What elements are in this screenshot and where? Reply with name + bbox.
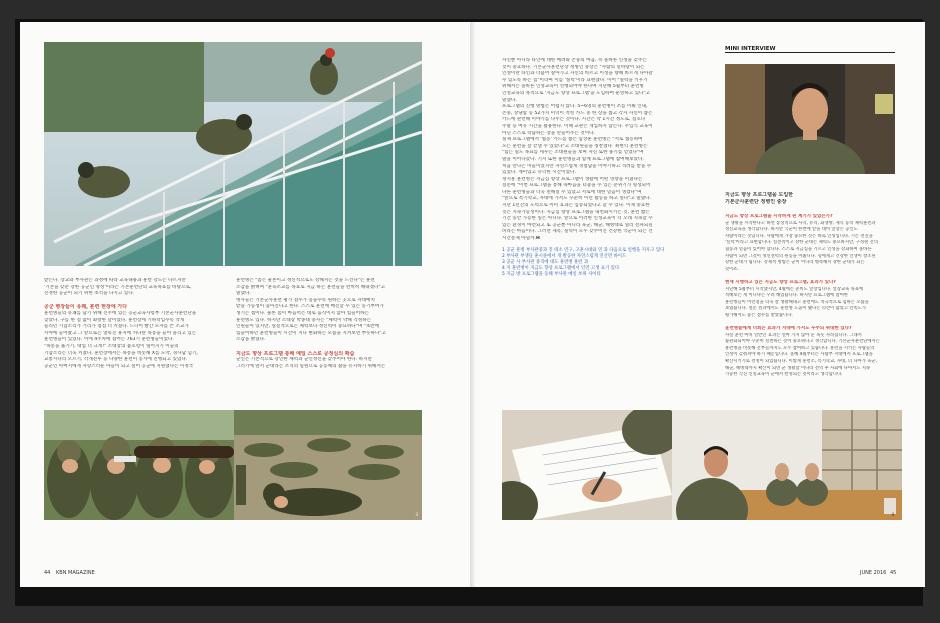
photo-number-4: 4 (891, 512, 894, 517)
bottom-photo-writing (502, 410, 672, 520)
discussion-image (672, 410, 902, 520)
bottom-photo-discussion (672, 410, 902, 520)
right-page (475, 22, 925, 587)
interviewee-title: 지금도 향상 프로그램을 도입한 (725, 192, 794, 198)
right-page-number: 45 (890, 570, 897, 576)
interviewee-caption (725, 192, 895, 205)
ladder-training-image (44, 42, 422, 266)
portrait-image (725, 64, 895, 174)
interviewee-name: 기본군사훈련단 정병인 중장 (725, 198, 787, 205)
caption-1: 1 공군 훈병 부사관중과 진 테소 연구, 고훈시대와 연 과 다음으로 일행을 지우고 있다 (502, 248, 665, 253)
interview-body: 지금도 향상 프로그램을 시작하게 된 계기가 있었는가? 군 생활을 시작한다고 하면 통상적으로 사격, 유격, 화생방, 제식 등의 체력훈련과 정신교육을 생각합니다. 하지만 국군이 한번에 앞을 대비 앞장은 공인도 사람이라는 것입니다. 사람에게 가장 중요한 것은 바로 인성입니다. 기는 전진을 '실력'이라고 표현합니다. 실전적이고 강한 군대는 체력도 중요하지만, 구성원 간의 협동과 믿음이 있어야 합니다. 스스로 지금심을 기르고 인성을 강화하여 올바른 사람이 되면 그것이 정신전력의 원동을 이룹니다. 형에게고 건강한 인생이 창조된 강한 군대가 됩니다. 강제적 방법은 군이 어니라 행복해서 강한 군대가 되는 것이죠. 현재 시행하고 있는 지금도 향상 프로그램, 효과가 있나? 지난해 5월부터 시작했지만, 4월에는 준비도 앞장입니다. 앞장교육 목표에 적해보는 게 이니냐는 우려 해었습니다. 하지만 프로그램에 참여한 훈련병들이 이런점을 더욱 잘 생활해내고 훈련에도 적극적으로 임하는 모습을 보였습니다. 설문 결과에서도 훈련병 도움이 됐다는 의견이 많았고 만족도가 평가해서도 좋은 점수를 받았습니다. 훈련병들에게 너희는 효과가 지대에 가서도 우주되 위대한 있다? 사실 훈련 마치 일반인 효과는 얼마 가지 않아 눈 녹듯 사라집니다. 그래서 습관화되어야 꾸준히 실천하는 것이 중요하다고 생각합니다. 기본군사훈련단에서는 훈련병을 비롯해 간부들까지도 모두 참여하고 있습니다. 훈련을 시키는 사람들의 인성이 갖춰져야 하기 때문입니다. 올해 4월부터는 사람부 지대에서 프로그램을 확산시키기로 결정이 되었습니다. 이렇게 훈련소, 특기학교, 자대, 더 나아가 육군, 해군, 해병대까지 확산이 되면 군 생활할 이나라 전역 후 사회에 나아서도 지속 가능한 각진 인성교육이 군에서 완성되는 것이라고 생각합니다. (725, 214, 897, 379)
interviewee-portrait (725, 64, 895, 174)
col2-heading: 지금도 향상 프로그램 통해 예일 스스로 공정심의 확습 (236, 350, 355, 357)
caption-3: 3 공군 사 부사관 중격에 대도 훈련병 훈련 과 (502, 260, 589, 265)
left-magazine-name: KBN MAGAZINE (56, 570, 95, 576)
right-page-month: JUNE 2016 (860, 570, 887, 576)
caption-5: 5 지금 방 프로그램을 동해 부사관 매일 쏘위 사이티 (502, 272, 601, 277)
question-3: 훈련병들에게 너희는 효과가 지대에 가서도 우주되 위대한 있다? (725, 326, 852, 332)
left-page (20, 22, 475, 587)
caption-2: 2 부사관 부생들 훈시플에서 개 발공한 자연스럽게 연산면 바이드 (502, 254, 627, 259)
writing-image (502, 410, 672, 520)
bottom-photo-crawl-training (234, 410, 422, 520)
body-text-right-column: 자신뿐 아니라 타인에 대한 배려와 존중의 마음, 즉 올바른 인성을 갖추는 것이 중요하다. 기본군사훈련단장 정병인 중장은 "사람의 밑바탕이 되는 인성이란 타인과 더불어 살아가고 자신의 바르고 이성을 향해 바르게 나아갈 수 있도록 하는 힘"이라며 이를 '실력'이라 표현했다. 이어 "실력을 키우기 위해서는 올바른 인성교육이 선행되어야 한다며 지난해 5월부터 훈련병 인성교육의 목적으로 '지금도 향상 프로그램'을 도입하여 운영하고 있다"고 말했다. 프로그램의 진행 방법은 어렵지 않다. 5~6명의 훈련병이 조를 이뤄 인내, 존중, 상냥함 등 52가지 미덕이 적힌 카드 중 한 장을 뽑고 각자 자신이 뽑은 카드에 관련해 이야기를 나누는 것이다. 시간은 약 1시간 정도로, 점호나 주말 등 여유 시간을 활용한다. 이때 교관은 개입하지 않는다. 주입식 교육이 아닌 스스로 학습하는 장을 만들어주는 것이다. 실제 프로그램에서 '협동' 카드를 뽑은 임상훈 훈련병은 "서로 협동하여 모든 훈련을 잘 끝낼 수 있었다"고 소대원들을 칭찬했다. 최현익 훈련병은 "힘든 일도 목표를 세우는 소대원들을 보며 자신 또한 용기를 얻었다"며 말을 이어나갔다. 기지 또한 훈련병들과 함께 프로그램에 참여해보았다. 처음 만나는 이들이었지만 자연스럽게 경험담을 이야기하고 격려를 받을 수 있었다. 재미있고 유익한 시간이었다. 정지훈 훈련병은 지금심 향상 프로그램이 생활에 어떤 영향을 미쳤냐는 질문에 "이번 프로그램을 통해 속마음을 터놓을 수 있는 분위기가 형성되어 다른 훈련병들과 더욱 친해질 수 있었고 서로에 대한 믿음이 생겼다"며 "앞으로 특기학교, 자대에 가서도 꾸준히 이런 활동을 하고 싶다"고 말했다. 지난 1년간의 노력으로 이미 효과는 입증되었다고 할 수 있다. 이제 중요한 것은 지속가능성이다. 지금심 향상 프로그램을 내면화시키는 것, 훈련 짧은 기간 동안 가능한 일은 아니다. 앞으로 이러한 인성교육이 더 오래 지속할 수 있는 환경이 마련되고 또 공군뿐 아니라 육군, 해군, 해병대로 널리 전파되길 바라는 마음이다. 그러면 제복, 실력이 모두 갖추어진 건강한 국군이 되는 건 시간문제 아닐까.H (502, 58, 653, 242)
main-photo-ladder-training (44, 42, 422, 266)
bottom-photo-log-carry (44, 410, 234, 520)
question-2: 현재 시행하고 있는 지금도 향상 프로그램, 효과가 있나? (725, 279, 836, 285)
body-text-column-2: 훈련병은 "몸은 물론이고 정신적으로도 강해지는 것을 느낀다"는 훈련 소감을 밝혀며 "훈육조교를 목표로 지금 하는 훈련들을 완벽히 해내겠다"고 말했다. 병사들은 기본군사훈련 평가 점수가 높을수록 원하는 곳으로 자대배치 받을 가능성이 높아진다고 한다. 스스로 훈련에 매진할 수 있는 동기부여가 생기는 셈이다. 물론 몸이 마음먹은 대로 움직이지 않아 힘들어하는 훈련병도 있다. 하지만 소대장 박종대 중사는 "체력이 약해 걱정하는 인원들이 있지만, 실질적으로는 체력보다 정신력이 중요하다"며 "초반에 힘들어하던 훈련병들이 시간이 지나 변화하는 모습을 지켜보면 뿌듯하다"고 소감을 밝혔다. 지금도 향상 프로그램 통해 예일 스스로 공정심의 확습 군인은 기본적으로 강인한 체력과 군인정신을 갖추어야 한다. 하지만 그러기에 앞서 군대라는 조직의 일원으로 공동체의 삶을 유지하기 위해서는 (236, 278, 422, 370)
log-carry-image (44, 410, 234, 520)
mini-interview-label: MINI INTERVIEW (725, 46, 895, 53)
photo-number-3: 3 (415, 512, 418, 517)
body-text-column-1: 받는다. 장교와 부사관은 과정에 따라 교육내용과 훈련 강도는 다르지만 '기본을 갖춘 강한 공군인 양성'이라는 기본훈련단의 교육목표를 바탕으로, 진정한 공군이 되기 위한 초석을 다지고 있다. 공군 병장들이 유쾌, 훈련 현장에 가다 훈련병들의 유쾌를 담기 위해 진주에 있는 공군교육사령부 기본군사훈련단을 찾았다. 구름 한 점 없이 화창한 날이었다. 훈련장에 기하학입수록 작게 들리던 기합소리가 거리가 점점 더 커졌다. 드디어 빨간 모자를 쓴 조교가 시야에 들어왔고 그 앞으로는 얼룩진 휴지에 커다란 목봉을 들어 올리고 있는 훈련병들이 있었다. 이에 4주차에 접어든 763기 훈련병들이었다. "목봉을 옮기기, 대업 더 크게!" 소대장의 불호령이 떨어지기 이들의 기합소리는 더욱 커졌다. 훈련장에서는 목봉을 비롯해 X를 도약, 경사담 넘기, 교통시다리 오르기, 각개전투 등 다양한 훈련이 동시에 진행되고 있었다. 공군인 아버지에게 자랑스러운 아들이 되고 싶어 공군에 지원했다는 이정국 (44, 278, 222, 370)
left-page-number: 44 (44, 570, 51, 576)
article-end-mark: H (535, 236, 540, 242)
crawl-training-image (234, 410, 422, 520)
question-1: 지금도 향상 프로그램을 시작하게 된 계기가 있었는가? (725, 214, 833, 219)
caption-4: 4 지 훈련병이 지금도 향상 프로그램에서 인연 고생 표기 있다 (502, 266, 620, 271)
col1-heading: 공군 병장들이 유쾌, 훈련 현장에 가다 (44, 304, 128, 311)
